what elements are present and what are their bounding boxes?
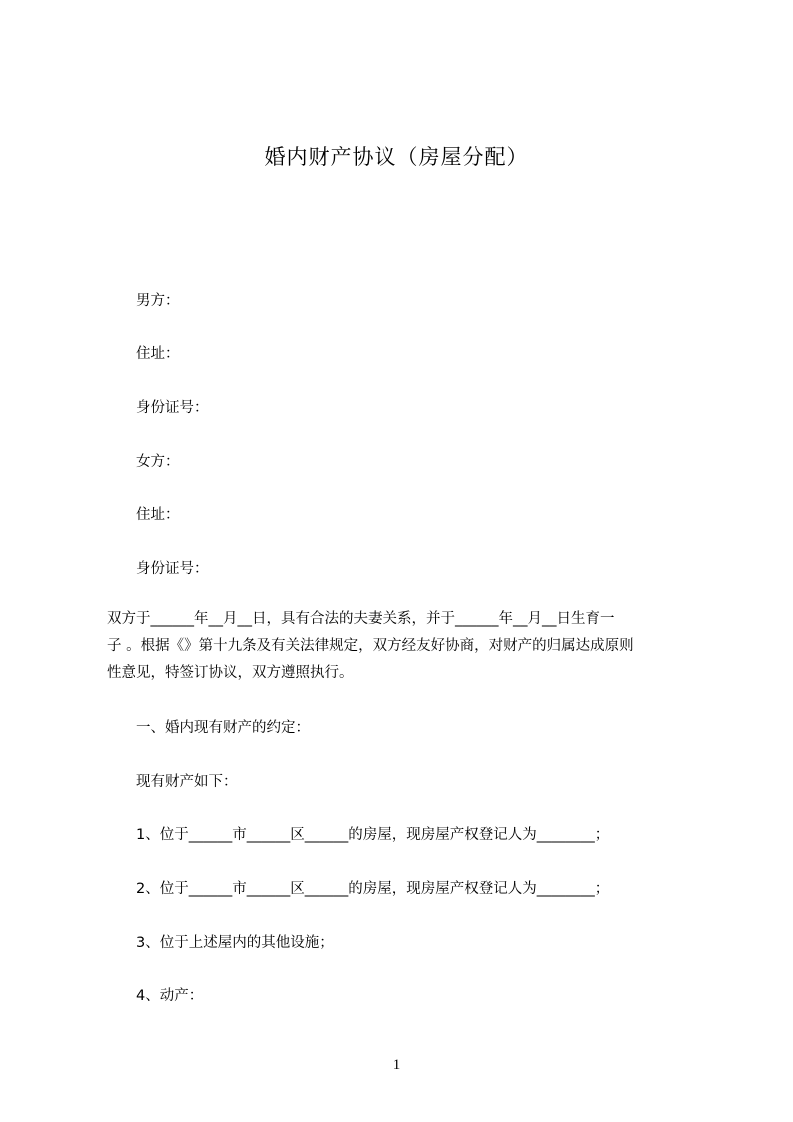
- document-title: 婚内财产协议（房屋分配）: [264, 145, 529, 169]
- field-male-address: 住址：: [136, 346, 180, 362]
- page-number: 1: [392, 1057, 401, 1073]
- intro-line-1: 双方于______年__月__日，具有合法的夫妻关系，并于______年__月__日生育一: [107, 611, 615, 627]
- existing-property-label: 现有财产如下：: [136, 774, 238, 790]
- field-male-id: 身份证号：: [136, 400, 209, 416]
- field-female-id: 身份证号：: [136, 561, 209, 577]
- intro-paragraph: [107, 606, 697, 687]
- property-item: 4、动产：: [136, 988, 204, 1004]
- property-item: 2、位于______市______区______的房屋，现房屋产权登记人为________；: [136, 881, 610, 897]
- field-male: 男方：: [136, 293, 180, 309]
- field-female-address: 住址：: [136, 507, 180, 523]
- property-item: 1、位于______市______区______的房屋，现房屋产权登记人为________；: [136, 827, 610, 843]
- property-item: 3、位于上述屋内的其他设施；: [136, 935, 334, 951]
- intro-line-2: 子 。根据《》第十九条及有关法律规定，双方经友好协商，对财产的归属达成原则: [107, 638, 634, 654]
- section-heading: 一、婚内现有财产的约定：: [136, 720, 310, 736]
- intro-line-3: 性意见，特签订协议，双方遵照执行。: [107, 665, 354, 681]
- field-female: 女方：: [136, 454, 180, 470]
